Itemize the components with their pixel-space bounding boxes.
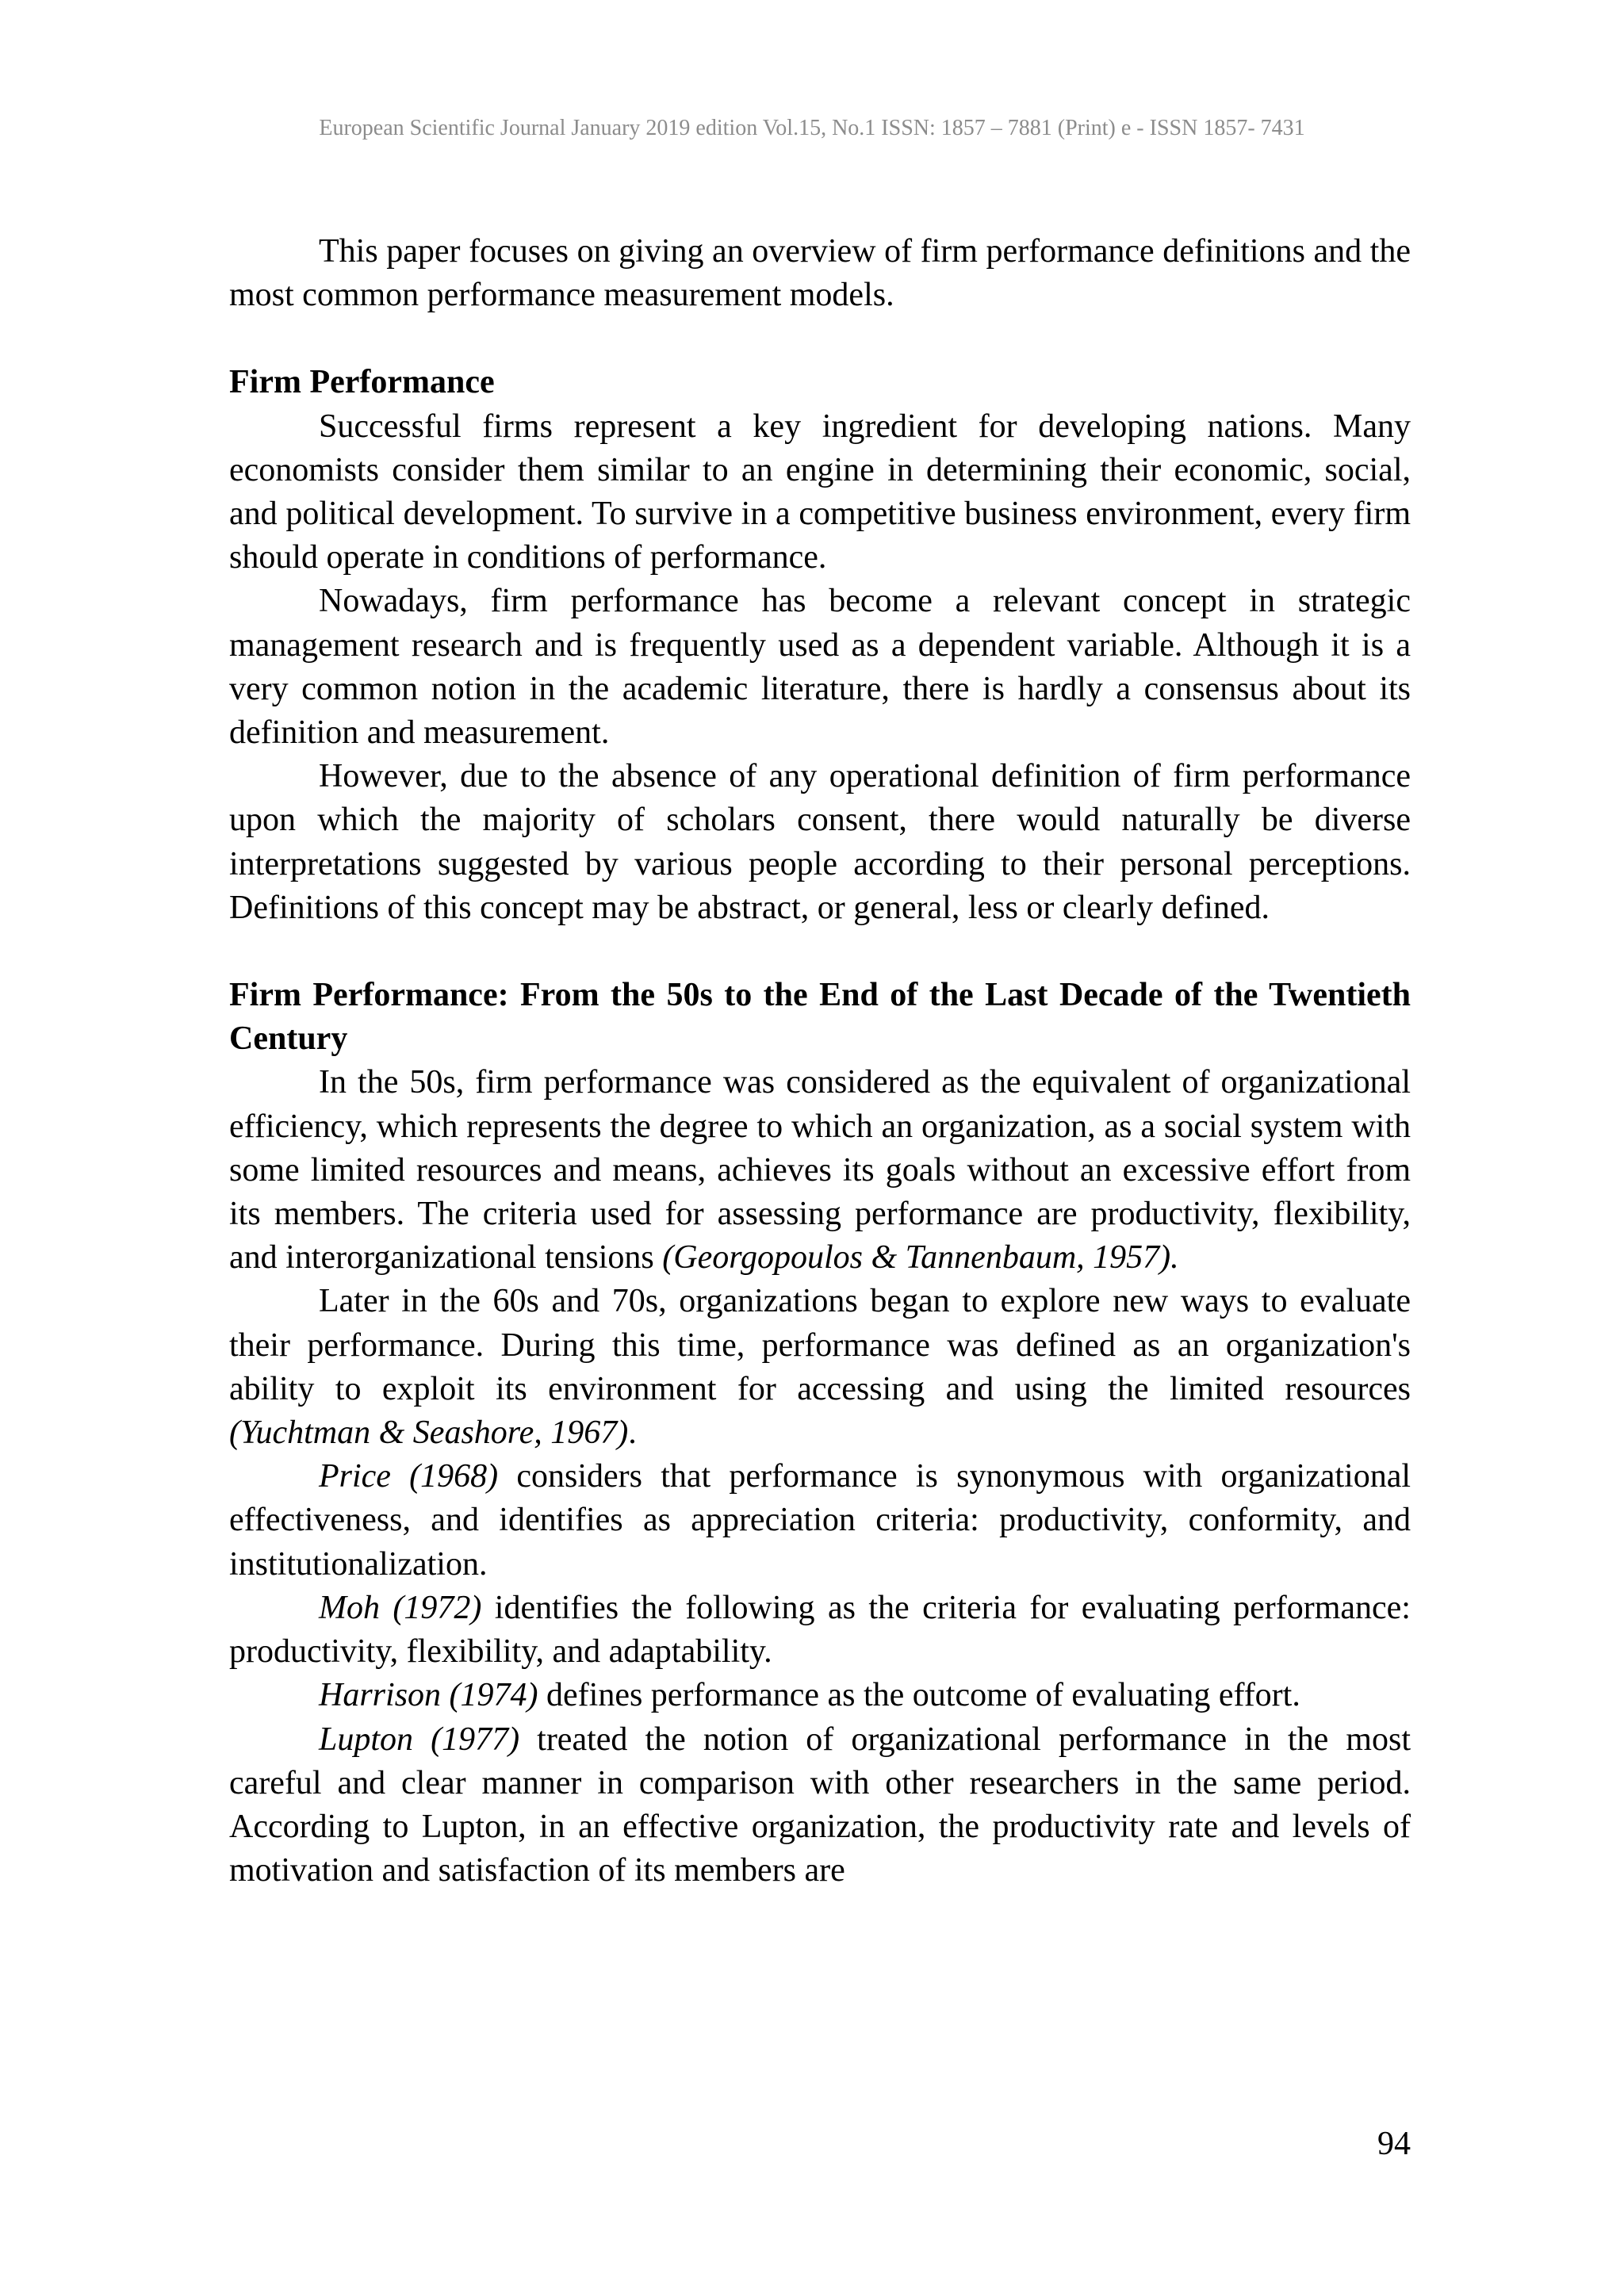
paragraph-text: In the 50s, firm performance was considered as the equivalent of organizational efficiency, which represents the degree to which an organization, as a social system with some limited resources and means, achieves its goals without an excessive effort from its members. The criteria used for assessing performance are productivity, flexibility, and interorganizational tensions — [229, 1064, 1411, 1277]
paragraph — [229, 1455, 1411, 1587]
paragraph — [229, 1718, 1411, 1893]
intro-paragraph: This paper focuses on giving an overview of firm performance definitions and the most common performance measurement models. — [229, 233, 1411, 314]
paragraph-text: identifies the following as the criteria for evaluating performance: productivity, flexibility, and adaptability. — [229, 1589, 1411, 1671]
citation: (Yuchtman & Seashore, 1967) — [229, 1414, 629, 1452]
paragraph — [229, 1674, 1411, 1717]
page-body — [229, 230, 1411, 1893]
citation: Lupton (1977) — [319, 1721, 520, 1758]
citation: Price (1968) — [319, 1458, 499, 1495]
spacer — [229, 317, 1411, 361]
paragraph-text: considers that performance is synonymous with organizational effectiveness, and identifies as appreciation criteria: productivity, conformity, and institutionalization. — [229, 1458, 1411, 1583]
running-header: European Scientific Journal January 2019 edition Vol.15, No.1 ISSN: 1857 – 7881 (Print) e - ISSN 1857- 7431 — [319, 116, 1305, 140]
paragraph: Successful firms represent a key ingredient for developing nations. Many economists consider them similar to an engine in determining their economic, social, and political development. To survive in a competitive business environment, every firm should operate in conditions of performance. — [229, 408, 1411, 576]
citation: (Georgopoulos & Tannenbaum, 1957). — [662, 1239, 1179, 1277]
paragraph-text: treated the notion of organizational performance in the most careful and clear manner in comparison with other researchers in the same period. According to Lupton, in an effective organization, the productivity rate and levels of motivation and satisfaction of its members are — [229, 1721, 1411, 1889]
section-heading-firm-performance: Firm Performance — [229, 364, 495, 401]
paragraph: However, due to the absence of any operational definition of firm performance upon which the majority of scholars consent, there would naturally be diverse interpretations suggested by various people according to their personal perceptions. Definitions of this concept may be abstract, or general, less or clearly defined. — [229, 758, 1411, 926]
section-heading-history: Firm Performance: From the 50s to the End of the Last Decade of the Twentieth Century — [229, 977, 1411, 1058]
paragraph — [229, 1587, 1411, 1674]
paragraph-text: Later in the 60s and 70s, organizations began to explore new ways to evaluate their performance. During this time, performance was defined as an organization's ability to exploit its environment for accessing and using the limited resources — [229, 1283, 1411, 1407]
citation: Moh (1972) — [319, 1589, 482, 1626]
citation: Harrison (1974) — [319, 1677, 538, 1714]
paragraph-text: . — [628, 1414, 637, 1452]
paragraph: Nowadays, firm performance has become a relevant concept in strategic management research and is frequently used as a dependent variable. Although it is a very common notion in the academic literature, there is hardly a consensus about its definition and measurement. — [229, 583, 1411, 752]
paragraph — [229, 1061, 1411, 1280]
page-number: 94 — [1377, 2126, 1411, 2162]
paragraph — [229, 1280, 1411, 1455]
spacer — [229, 930, 1411, 974]
paragraph-text: defines performance as the outcome of evaluating effort. — [538, 1677, 1300, 1714]
